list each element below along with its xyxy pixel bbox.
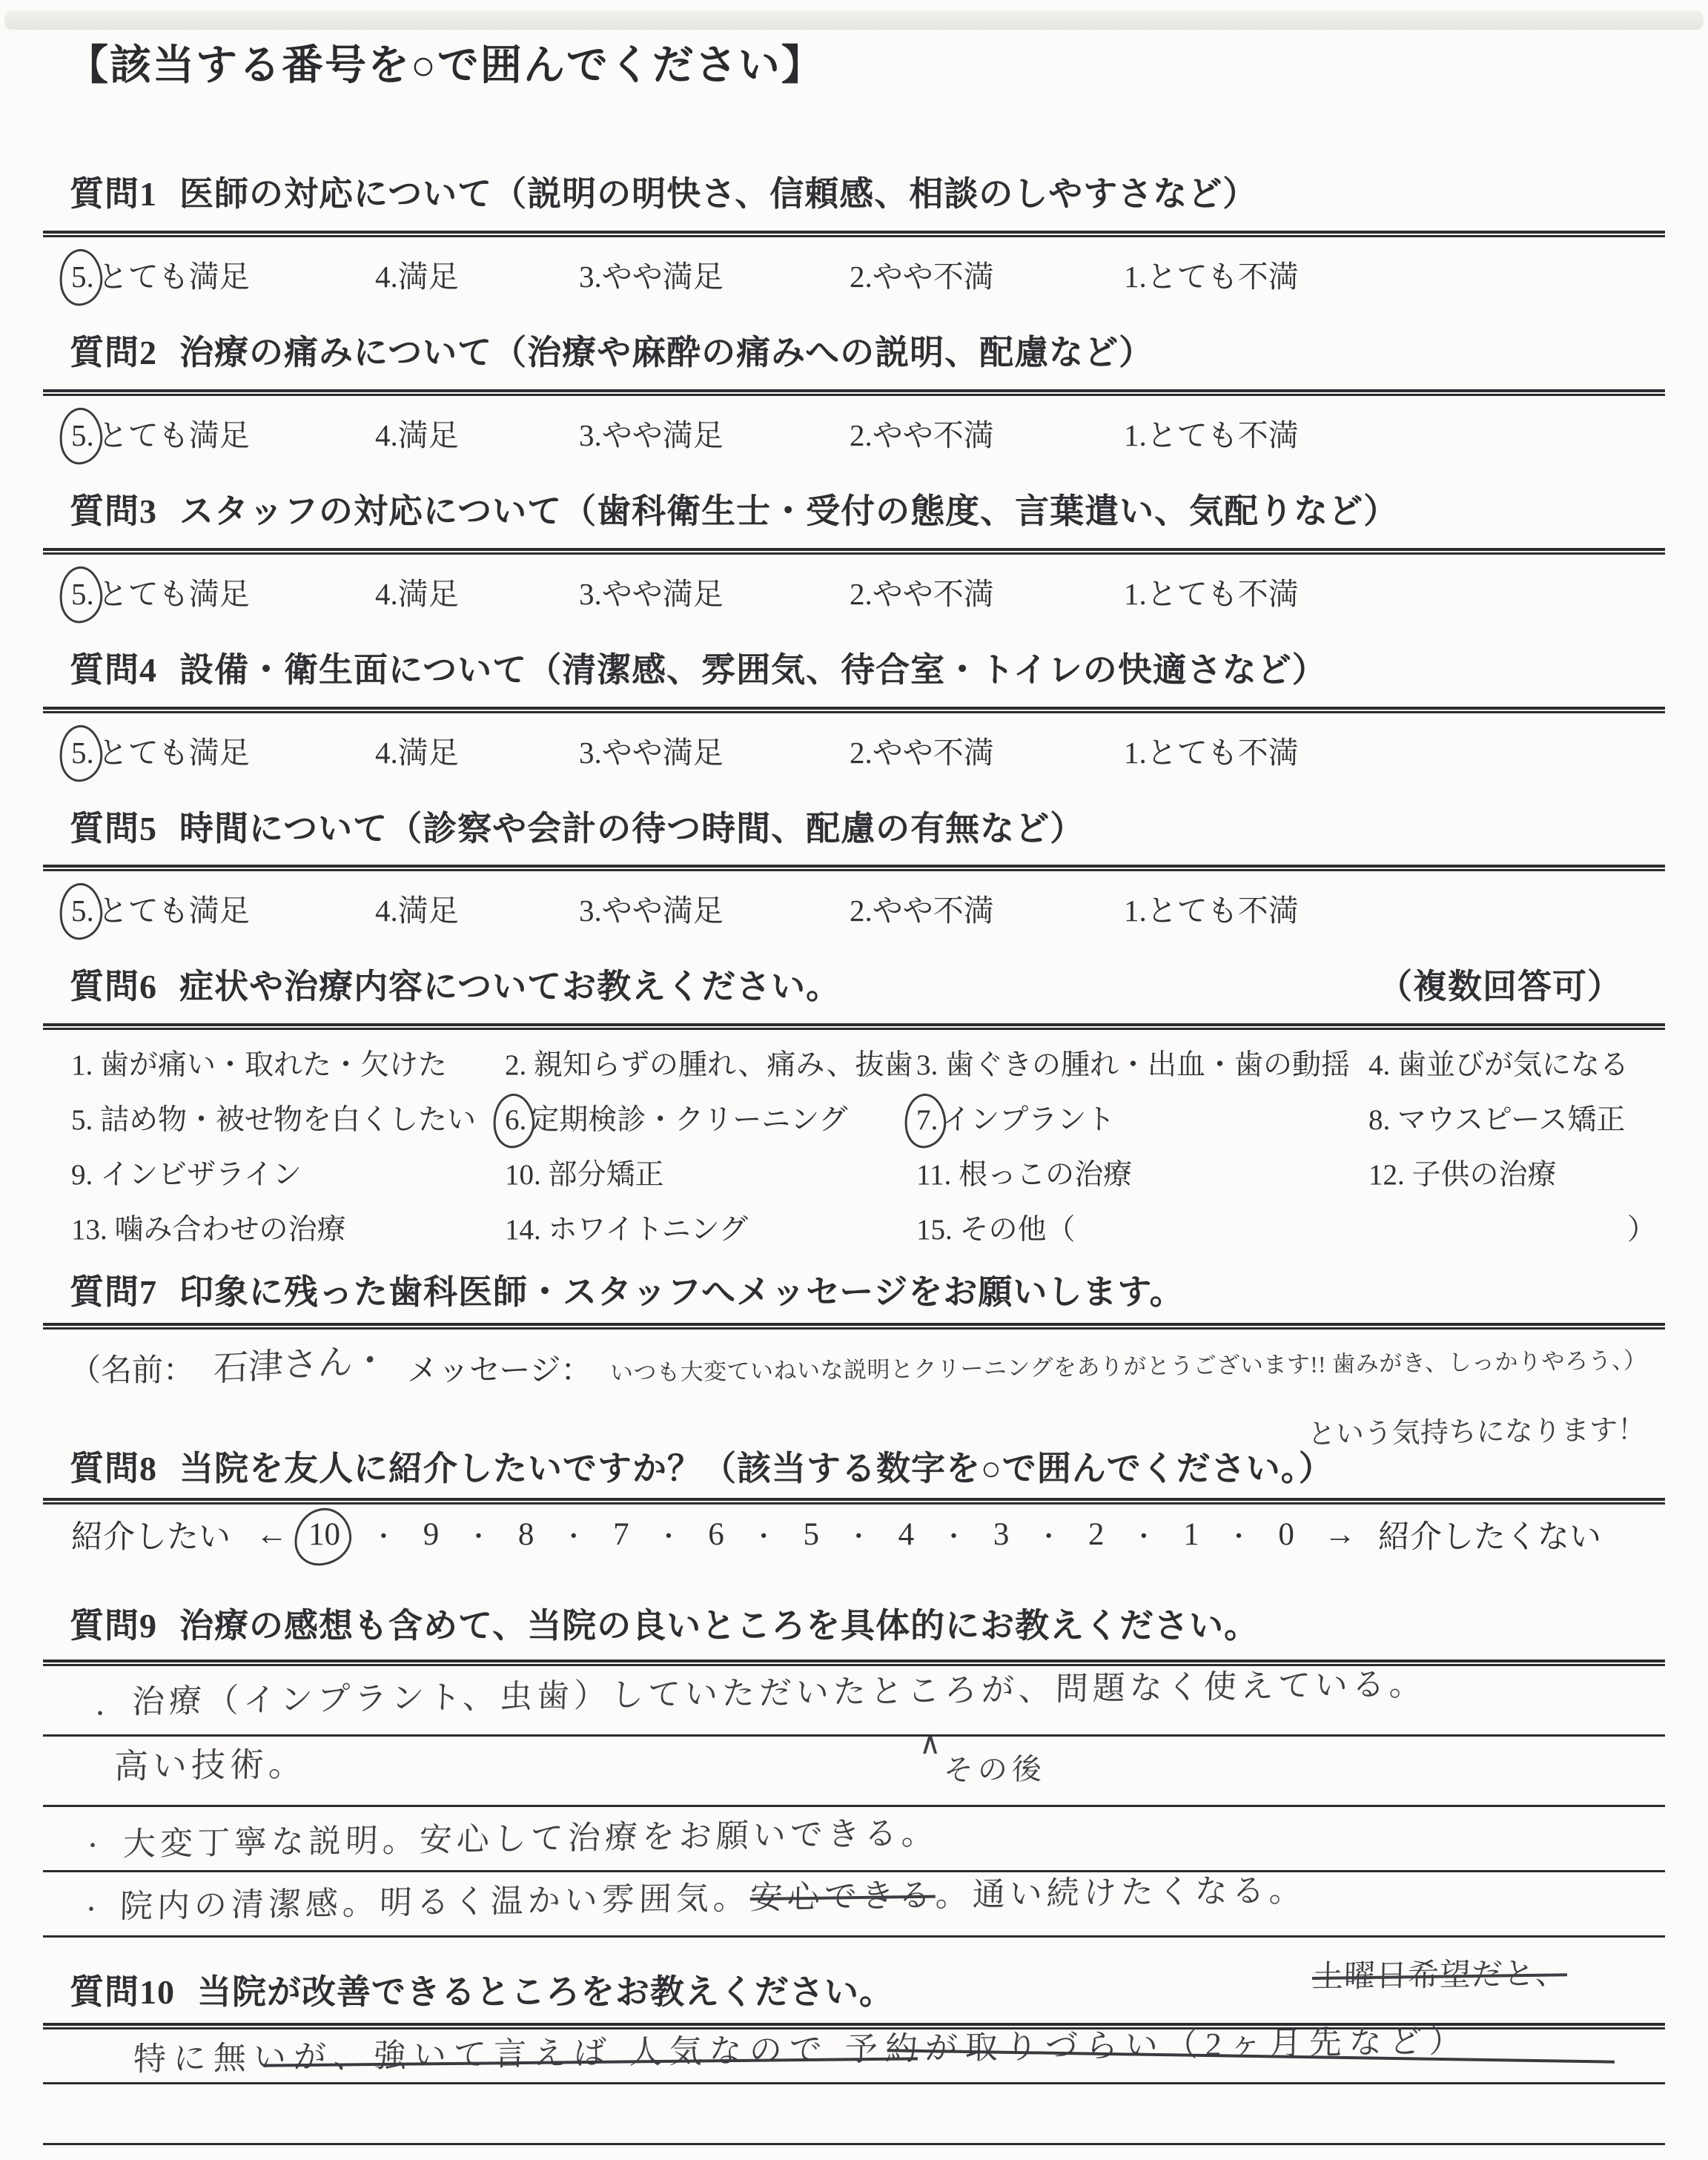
divider-line bbox=[43, 707, 1665, 713]
question-3-heading bbox=[43, 492, 1665, 532]
nps-score-3: 3 bbox=[993, 1516, 1010, 1552]
nps-score-10: 10 bbox=[308, 1516, 340, 1552]
option-4-satisfied bbox=[375, 411, 579, 455]
option-label: 歯ぐきの腫れ・出血・歯の動揺 bbox=[945, 1049, 1351, 1082]
symptom-option-1 bbox=[71, 1042, 505, 1097]
symptom-option-5 bbox=[71, 1097, 505, 1152]
symptom-option-8 bbox=[1368, 1097, 1665, 1152]
answer-line-3 bbox=[43, 1807, 1665, 1872]
option-label: とても満足 bbox=[97, 259, 250, 294]
question-5-topic: 時間について（診察や会計の待つ時間、配慮の有無など） bbox=[179, 809, 1085, 848]
option-number: 10. bbox=[505, 1159, 541, 1192]
option-label: とても満足 bbox=[97, 417, 250, 452]
option-1-very-dissatisfied bbox=[1124, 252, 1665, 296]
question-10-heading bbox=[43, 1957, 1665, 2012]
dot-separator: ・ bbox=[1036, 1523, 1062, 1551]
question-6-options-grid bbox=[43, 1042, 1665, 1261]
handwritten-answer-1-continued: 高い技術。 bbox=[113, 1745, 308, 1786]
question-3-options-row bbox=[43, 555, 1665, 611]
divider-line bbox=[43, 389, 1665, 396]
question-7-number: 質問7 bbox=[70, 1273, 157, 1312]
option-4-satisfied bbox=[375, 252, 579, 296]
option-number: 2. bbox=[505, 1049, 527, 1082]
dot-separator: ・ bbox=[466, 1523, 491, 1551]
answer-3-text: 。通い続けたくなる。 bbox=[935, 1872, 1307, 1914]
option-5-very-satisfied bbox=[71, 886, 375, 930]
question-2-number: 質問2 bbox=[70, 333, 157, 371]
option-number: 7. bbox=[916, 1104, 939, 1137]
option-5-very-satisfied bbox=[71, 252, 375, 296]
option-number: 5. bbox=[71, 576, 94, 611]
option-3-somewhat-satisfied bbox=[579, 252, 850, 296]
question-2-heading bbox=[43, 334, 1665, 373]
question-5-options-row bbox=[43, 871, 1665, 928]
option-number: 9. bbox=[71, 1159, 93, 1192]
handwritten-answer-2: 大変丁寧な説明。安心して治療をお願いできる。 bbox=[122, 1814, 939, 1863]
option-number: 8. bbox=[1368, 1104, 1391, 1137]
option-number: 1. bbox=[1124, 576, 1147, 611]
option-number-wrap bbox=[71, 259, 94, 294]
option-number: 1. bbox=[1124, 735, 1147, 770]
option-3-somewhat-satisfied bbox=[579, 728, 850, 772]
question-3-topic: スタッフの対応について（歯科衛生士・受付の態度、言葉遣い、気配りなど） bbox=[179, 492, 1399, 530]
symptom-option-12 bbox=[1368, 1152, 1665, 1206]
divider-line bbox=[43, 1023, 1665, 1030]
option-label: 歯並びが気になる bbox=[1397, 1049, 1629, 1082]
option-number: 15. bbox=[916, 1214, 953, 1246]
option-label: 満足 bbox=[397, 576, 459, 611]
option-1-very-dissatisfied bbox=[1124, 411, 1665, 455]
question-2-block bbox=[43, 333, 1665, 452]
option-number: 5. bbox=[71, 417, 94, 452]
symptom-option-11 bbox=[916, 1152, 1368, 1206]
symptom-option-6-circled bbox=[505, 1097, 916, 1152]
option-label: やや不満 bbox=[872, 894, 994, 928]
question-10-topic: 当院が改善できるところをお教えください。 bbox=[197, 1973, 894, 2012]
question-1-options-row bbox=[43, 237, 1665, 294]
option-number: 4. bbox=[375, 259, 398, 294]
option-number: 11. bbox=[916, 1159, 952, 1192]
option-label: とても不満 bbox=[1146, 894, 1299, 928]
answer-line-4 bbox=[43, 1872, 1665, 1938]
question-3-block bbox=[43, 492, 1665, 611]
question-4-block bbox=[43, 650, 1665, 770]
option-number: 3. bbox=[579, 894, 602, 928]
question-2-options-row bbox=[43, 396, 1665, 452]
question-4-topic: 設備・衛生面について（清潔感、雰囲気、待合室・トイレの快適さなど） bbox=[179, 650, 1327, 689]
option-number: 1. bbox=[1124, 259, 1147, 294]
symptom-option-10 bbox=[505, 1152, 916, 1206]
question-9-heading bbox=[43, 1607, 1665, 1646]
option-number: 5. bbox=[71, 259, 94, 294]
answer-line-2 bbox=[43, 1727, 1665, 1807]
option-label: 満足 bbox=[397, 259, 459, 294]
question-4-heading bbox=[43, 651, 1665, 690]
option-5-very-satisfied bbox=[71, 728, 375, 772]
option-label: 噛み合わせの治療 bbox=[114, 1214, 346, 1246]
option-number: 6. bbox=[505, 1104, 527, 1137]
option-number: 13. bbox=[71, 1214, 107, 1246]
handwritten-answer: 特に無いが、強いて言えば 人気なので 予約が取りづらい（2ヶ月先など） bbox=[133, 2022, 1470, 2078]
option-label: とても満足 bbox=[97, 894, 250, 928]
option-label: やや不満 bbox=[872, 735, 994, 770]
question-7-topic: 印象に残った歯科医師・スタッフへメッセージをお願いします。 bbox=[179, 1273, 1185, 1312]
option-4-satisfied bbox=[375, 728, 579, 772]
option-number-wrap bbox=[71, 576, 94, 612]
question-6-block bbox=[43, 968, 1665, 1261]
question-9-block bbox=[43, 1607, 1665, 1938]
question-8-topic: 当院を友人に紹介したいですか？（該当する数字を○で囲んでください。） bbox=[179, 1450, 1334, 1488]
nps-score-5: 5 bbox=[803, 1516, 819, 1552]
option-4-satisfied bbox=[375, 886, 579, 930]
answer-line-3-empty bbox=[43, 2145, 1665, 2160]
nps-score-4: 4 bbox=[898, 1516, 915, 1552]
nps-score-1: 1 bbox=[1183, 1516, 1199, 1552]
option-number: 4. bbox=[375, 735, 398, 770]
insertion-caret: ∧ bbox=[919, 1727, 941, 1761]
question-7-block bbox=[43, 1273, 1665, 1451]
dot-separator: ・ bbox=[371, 1523, 397, 1551]
handwritten-message-line-1: いつも大変ていねいな説明とクリーニングをありがとうございます!! 歯みがき、しっかりやろう、） bbox=[609, 1347, 1647, 1387]
symptom-option-2 bbox=[505, 1042, 916, 1097]
other-option-close-paren: ） bbox=[1626, 1214, 1656, 1246]
option-label: とても不満 bbox=[1146, 259, 1299, 294]
question-6-number: 質問6 bbox=[70, 968, 157, 1006]
handwritten-insertion-note: その後 bbox=[943, 1752, 1047, 1788]
handwritten-message-line-2-row bbox=[43, 1411, 1665, 1451]
option-label: 定期検診・クリーニング bbox=[530, 1104, 848, 1137]
question-1-heading bbox=[43, 175, 1665, 214]
question-1-block bbox=[43, 175, 1665, 294]
option-label: やや不満 bbox=[872, 259, 994, 294]
handwritten-bullet: ・ bbox=[80, 1898, 102, 1923]
question-2-topic: 治療の痛みについて（治療や麻酔の痛みへの説明、配慮など） bbox=[179, 333, 1154, 371]
handwritten-bullet: ・ bbox=[82, 1834, 104, 1860]
not-recommend-label: 紹介したくない bbox=[1378, 1519, 1601, 1555]
dot-separator: ・ bbox=[560, 1523, 586, 1551]
answer-line-2-empty bbox=[43, 2084, 1665, 2145]
question-10-number: 質問10 bbox=[70, 1973, 175, 2012]
handwritten-message-line-2: という気持ちになります！ bbox=[1307, 1414, 1646, 1451]
divider-line bbox=[43, 865, 1665, 871]
dot-separator: ・ bbox=[1226, 1523, 1252, 1551]
dot-separator: ・ bbox=[1131, 1523, 1156, 1551]
divider-line bbox=[43, 1323, 1665, 1330]
option-number-wrap bbox=[916, 1103, 938, 1137]
option-2-somewhat-dissatisfied bbox=[850, 728, 1124, 772]
option-label: とても満足 bbox=[97, 735, 250, 770]
option-label: やや満足 bbox=[601, 894, 724, 928]
option-5-very-satisfied bbox=[71, 411, 375, 455]
nps-score-8: 8 bbox=[517, 1516, 534, 1552]
question-4-options-row bbox=[43, 713, 1665, 770]
option-label: やや満足 bbox=[601, 576, 724, 611]
nps-score-2: 2 bbox=[1088, 1516, 1105, 1552]
option-2-somewhat-dissatisfied bbox=[850, 886, 1124, 930]
option-number: 4. bbox=[375, 417, 398, 452]
option-label: 満足 bbox=[397, 894, 459, 928]
option-label: インプラント bbox=[941, 1104, 1116, 1137]
option-5-very-satisfied bbox=[71, 569, 375, 613]
question-8-block bbox=[43, 1450, 1665, 1553]
option-number: 4. bbox=[1368, 1049, 1391, 1082]
option-label: やや不満 bbox=[872, 417, 994, 452]
dot-separator: ・ bbox=[655, 1523, 681, 1551]
option-label: 満足 bbox=[397, 417, 459, 452]
nps-score-0: 0 bbox=[1278, 1516, 1294, 1552]
option-number: 4. bbox=[375, 894, 398, 928]
option-2-somewhat-dissatisfied bbox=[850, 411, 1124, 455]
question-10-block bbox=[43, 1957, 1665, 2160]
option-label: 根っこの治療 bbox=[959, 1159, 1133, 1192]
message-field-label: メッセージ： bbox=[407, 1354, 592, 1389]
form-content bbox=[43, 0, 1665, 2160]
option-number: 1. bbox=[1124, 417, 1147, 452]
option-label: やや不満 bbox=[872, 576, 994, 611]
option-label: とても不満 bbox=[1146, 576, 1299, 611]
handwritten-answer-1: 治療（インプラント、虫歯）していただいたところが、問題なく使えている。 bbox=[131, 1665, 1427, 1721]
symptom-option-15-other bbox=[916, 1206, 1368, 1261]
symptom-option-13 bbox=[71, 1206, 505, 1261]
option-label: マウスピース矯正 bbox=[1397, 1104, 1626, 1137]
option-3-somewhat-satisfied bbox=[579, 411, 850, 455]
option-number: 12. bbox=[1368, 1159, 1405, 1192]
crossed-out-text: 土曜日希望だと、 bbox=[1311, 1957, 1568, 1995]
option-3-somewhat-satisfied bbox=[579, 886, 850, 930]
divider-line bbox=[43, 231, 1665, 237]
option-number-wrap bbox=[71, 893, 94, 928]
question-5-block bbox=[43, 809, 1665, 928]
symptom-option-9 bbox=[71, 1152, 505, 1206]
option-number: 3. bbox=[579, 735, 602, 770]
option-4-satisfied bbox=[375, 569, 579, 613]
nps-score-9: 9 bbox=[423, 1516, 440, 1552]
option-number: 3. bbox=[579, 576, 602, 611]
symptom-option-3 bbox=[916, 1042, 1368, 1097]
option-2-somewhat-dissatisfied bbox=[850, 252, 1124, 296]
option-number: 5. bbox=[71, 735, 94, 770]
question-9-number: 質問9 bbox=[70, 1607, 157, 1645]
option-number: 14. bbox=[505, 1214, 541, 1246]
question-8-number: 質問8 bbox=[70, 1450, 157, 1488]
option-number: 3. bbox=[579, 259, 602, 294]
form-title: 【該当する番号を○で囲んでください】 bbox=[67, 43, 824, 89]
dot-separator: ・ bbox=[751, 1523, 777, 1551]
option-number: 5. bbox=[71, 1104, 93, 1137]
question-9-topic: 治療の感想も含めて、当院の良いところを具体的にお教えください。 bbox=[179, 1607, 1260, 1645]
option-number: 1. bbox=[1124, 894, 1147, 928]
dot-separator: ・ bbox=[941, 1523, 967, 1551]
right-arrow-icon: → bbox=[1324, 1516, 1356, 1552]
option-1-very-dissatisfied bbox=[1124, 886, 1665, 930]
option-label: やや満足 bbox=[601, 417, 724, 452]
option-label: 歯が痛い・取れた・欠けた bbox=[100, 1049, 448, 1082]
left-arrow-icon: ← bbox=[256, 1516, 288, 1552]
option-number: 4. bbox=[375, 576, 398, 611]
question-5-number: 質問5 bbox=[70, 809, 157, 848]
question-3-number: 質問3 bbox=[70, 492, 157, 530]
nps-score-10-wrap bbox=[308, 1516, 340, 1553]
answer-line-1 bbox=[43, 1666, 1665, 1737]
option-number: 2. bbox=[850, 576, 873, 611]
nps-score-6: 6 bbox=[708, 1516, 724, 1552]
option-label: 親知らずの腫れ、痛み、抜歯 bbox=[534, 1049, 913, 1082]
option-number-wrap bbox=[71, 735, 94, 770]
answer-line-1 bbox=[43, 2022, 1665, 2084]
question-5-heading bbox=[43, 810, 1665, 849]
question-6-topic: 症状や治療内容についてお教えください。 bbox=[179, 968, 841, 1006]
recommend-label: 紹介したい bbox=[71, 1519, 231, 1555]
option-label: やや満足 bbox=[601, 259, 724, 294]
option-label: インビザライン bbox=[100, 1159, 302, 1192]
nps-scale-row bbox=[43, 1515, 1665, 1553]
question-1-number: 質問1 bbox=[70, 175, 157, 213]
divider-line bbox=[43, 548, 1665, 555]
handwritten-answer-3 bbox=[119, 1863, 1306, 1927]
option-label: ホワイトニング bbox=[548, 1214, 748, 1246]
option-number: 2. bbox=[850, 417, 873, 452]
option-3-somewhat-satisfied bbox=[579, 569, 850, 613]
symptom-option-14 bbox=[505, 1206, 916, 1261]
name-field-label: （名前： bbox=[70, 1354, 195, 1389]
crossed-out-text: 安心できる bbox=[749, 1877, 936, 1917]
question-8-heading bbox=[43, 1450, 1665, 1489]
symptom-option-4 bbox=[1368, 1042, 1665, 1097]
option-number-wrap bbox=[71, 417, 94, 453]
multiple-answers-note: （複数回答可） bbox=[1378, 968, 1622, 1006]
symptom-option-7-circled bbox=[916, 1097, 1368, 1152]
option-number-wrap bbox=[505, 1103, 526, 1137]
option-1-very-dissatisfied bbox=[1124, 728, 1665, 772]
option-label: やや満足 bbox=[601, 735, 724, 770]
option-number: 5. bbox=[71, 894, 94, 928]
option-label: 詰め物・被せ物を白くしたい bbox=[100, 1104, 477, 1137]
question-6-heading bbox=[43, 968, 1665, 1007]
handwritten-name: 石津さん・ bbox=[213, 1341, 388, 1390]
option-label: とても不満 bbox=[1146, 417, 1299, 452]
question-7-answer-row bbox=[43, 1341, 1665, 1389]
option-label: とても不満 bbox=[1146, 735, 1299, 770]
question-7-heading bbox=[43, 1273, 1665, 1312]
option-label: 部分矯正 bbox=[548, 1159, 664, 1192]
option-label: 子供の治療 bbox=[1411, 1159, 1557, 1192]
option-label: その他（ bbox=[959, 1214, 1076, 1246]
option-label: とても満足 bbox=[97, 576, 250, 611]
nps-numbers bbox=[308, 1516, 1294, 1553]
dot-separator: ・ bbox=[846, 1523, 872, 1551]
option-1-very-dissatisfied bbox=[1124, 569, 1665, 613]
option-number: 3. bbox=[916, 1049, 939, 1082]
answer-3-text: 院内の清潔感。明るく温かい雰囲気。 bbox=[119, 1880, 751, 1926]
question-4-number: 質問4 bbox=[70, 650, 157, 689]
option-number: 2. bbox=[850, 735, 873, 770]
nps-score-7: 7 bbox=[613, 1516, 629, 1552]
handwritten-crossed-note bbox=[1311, 1956, 1567, 1995]
handwritten-bullet: ・ bbox=[89, 1702, 111, 1728]
option-number: 3. bbox=[579, 417, 602, 452]
option-number: 1. bbox=[71, 1049, 93, 1082]
option-label: 満足 bbox=[397, 735, 459, 770]
option-2-somewhat-dissatisfied bbox=[850, 569, 1124, 613]
option-number: 2. bbox=[850, 259, 873, 294]
question-1-topic: 医師の対応について（説明の明快さ、信頼感、相談のしやすさなど） bbox=[179, 175, 1258, 213]
option-number: 2. bbox=[850, 894, 873, 928]
divider-line bbox=[43, 1498, 1665, 1505]
